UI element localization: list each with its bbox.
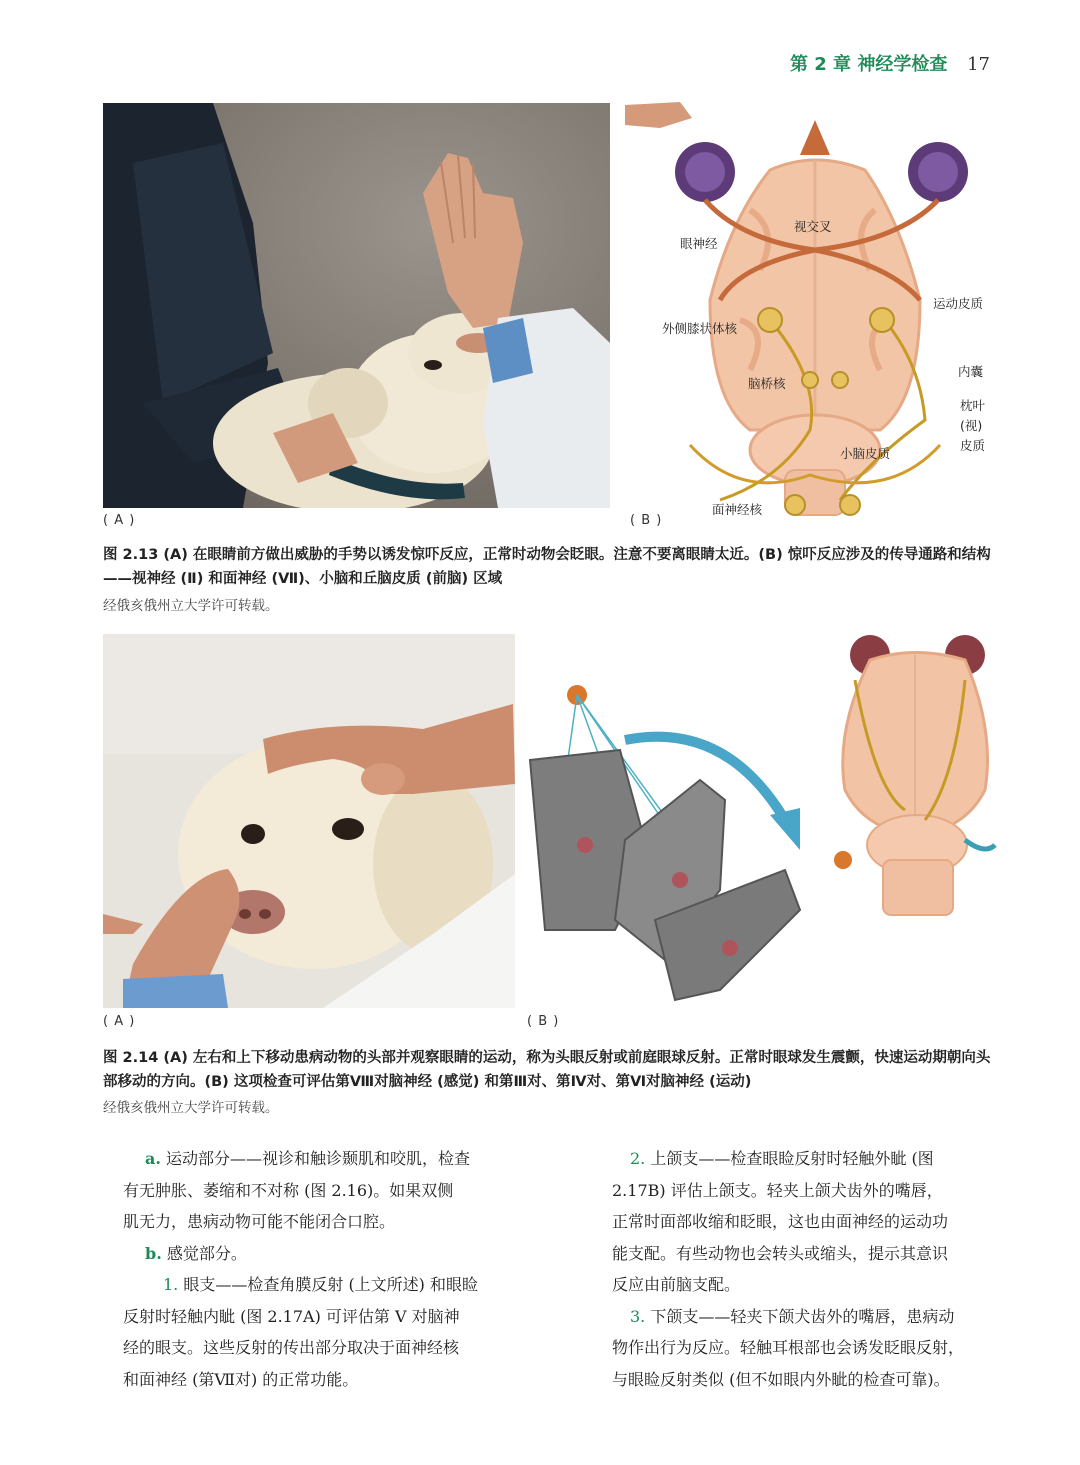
- para-a-line2: 有无肿胀、萎缩和不对称 (图 2.16)。如果双侧: [123, 1180, 454, 1200]
- label-cerebellar-cortex: 小脑皮质: [840, 446, 891, 461]
- right-column: [612, 1143, 1032, 1395]
- label-lgn: 外侧膝状体核: [662, 321, 738, 336]
- running-header: [790, 50, 990, 76]
- item-2-line1: 2. 上颌支——检查眼睑反射时轻触外眦 (图: [630, 1149, 934, 1168]
- fig-2-14b-diagram: [525, 630, 1005, 1010]
- item-2-line3: 正常时面部收缩和眨眼，这也由面神经的运动功: [612, 1212, 949, 1231]
- label-pontine-nucleus: 脑桥核: [748, 376, 786, 391]
- fig-2-14a-label: ( A ): [103, 1014, 136, 1029]
- item-3-line2: 物作出行为反应。轻触耳根部也会诱发眨眼反射，: [612, 1338, 965, 1357]
- para-b: b. 感觉部分。: [145, 1243, 247, 1263]
- page-number: 17: [967, 54, 990, 75]
- fig-2-14-caption: 图 2.14 (A) 左右和上下移动患病动物的头部并观察眼睛的运动，称为头眼反射或前庭眼球反射。正常时眼球发生震颤，快速运动期朝向头部移动的方向。(B) 这项检查可评估第Ⅷ对脑神经 (感觉) 和第Ⅲ对、第Ⅳ对、第Ⅵ对脑神经 (运动): [103, 1050, 991, 1090]
- fig-2-13-caption: 图 2.13 (A) 在眼睛前方做出威胁的手势以诱发惊吓反应，正常时动物会眨眼。注意不要离眼睛太近。(B) 惊吓反应涉及的传导通路和结构——视神经 (Ⅱ) 和面神经 (Ⅶ)、小脑和丘脑皮质 (前脑) 区域: [103, 547, 991, 587]
- label-internal-capsule: 内囊: [958, 364, 984, 379]
- label-optic-nerve: 眼神经: [680, 236, 718, 251]
- fig-2-14b-label: ( B ): [527, 1014, 560, 1029]
- item-1-line4: 和面神经 (第Ⅶ对) 的正常功能。: [123, 1369, 359, 1389]
- para-a-line3: 肌无力，患病动物可能不能闭合口腔。: [123, 1212, 396, 1231]
- label-occipital-3: 皮质: [960, 438, 986, 453]
- item-3-line1: 3. 下颌支——轻夹下颌犬齿外的嘴唇，患病动: [630, 1306, 955, 1326]
- item-2-line4: 能支配。有些动物也会转头或缩头，提示其意识: [612, 1243, 949, 1263]
- item-2-line5: 反应由前脑支配。: [612, 1275, 741, 1294]
- item-1-line2: 反射时轻触内眦 (图 2.17A) 可评估第 Ⅴ 对脑神: [123, 1306, 460, 1326]
- fig-2-13b-label: ( B ): [630, 513, 663, 528]
- item-3-line3: 与眼睑反射类似 (但不如眼内外眦的检查可靠)。: [612, 1369, 950, 1389]
- fig-2-14a-photo: [103, 634, 515, 1008]
- label-optic-chiasm: 视交叉: [794, 219, 832, 234]
- label-facial-nucleus: 面神经核: [712, 502, 763, 517]
- left-column: [123, 1143, 543, 1395]
- fig-2-13-credit: 经俄亥俄州立大学许可转载。: [103, 598, 279, 614]
- label-occipital-1: 枕叶: [960, 398, 986, 413]
- chapter-title: 第 2 章 神经学检查: [790, 54, 948, 75]
- label-occipital-2: (视): [960, 418, 983, 433]
- para-a-line1: a. 运动部分——视诊和触诊颞肌和咬肌，检查: [145, 1149, 471, 1168]
- item-2-line2: 2.17B) 评估上颌支。轻夹上颌犬齿外的嘴唇，: [612, 1180, 943, 1200]
- label-motor-cortex: 运动皮质: [933, 296, 984, 311]
- item-1-line3: 经的眼支。这些反射的传出部分取决于面神经核: [123, 1338, 460, 1357]
- fig-2-13a-label: ( A ): [103, 513, 136, 528]
- fig-2-13a-photo: [103, 103, 610, 508]
- item-1-line1: 1. 眼支——检查角膜反射 (上文所述) 和眼睑: [163, 1275, 479, 1294]
- fig-2-14-credit: 经俄亥俄州立大学许可转载。: [103, 1100, 279, 1116]
